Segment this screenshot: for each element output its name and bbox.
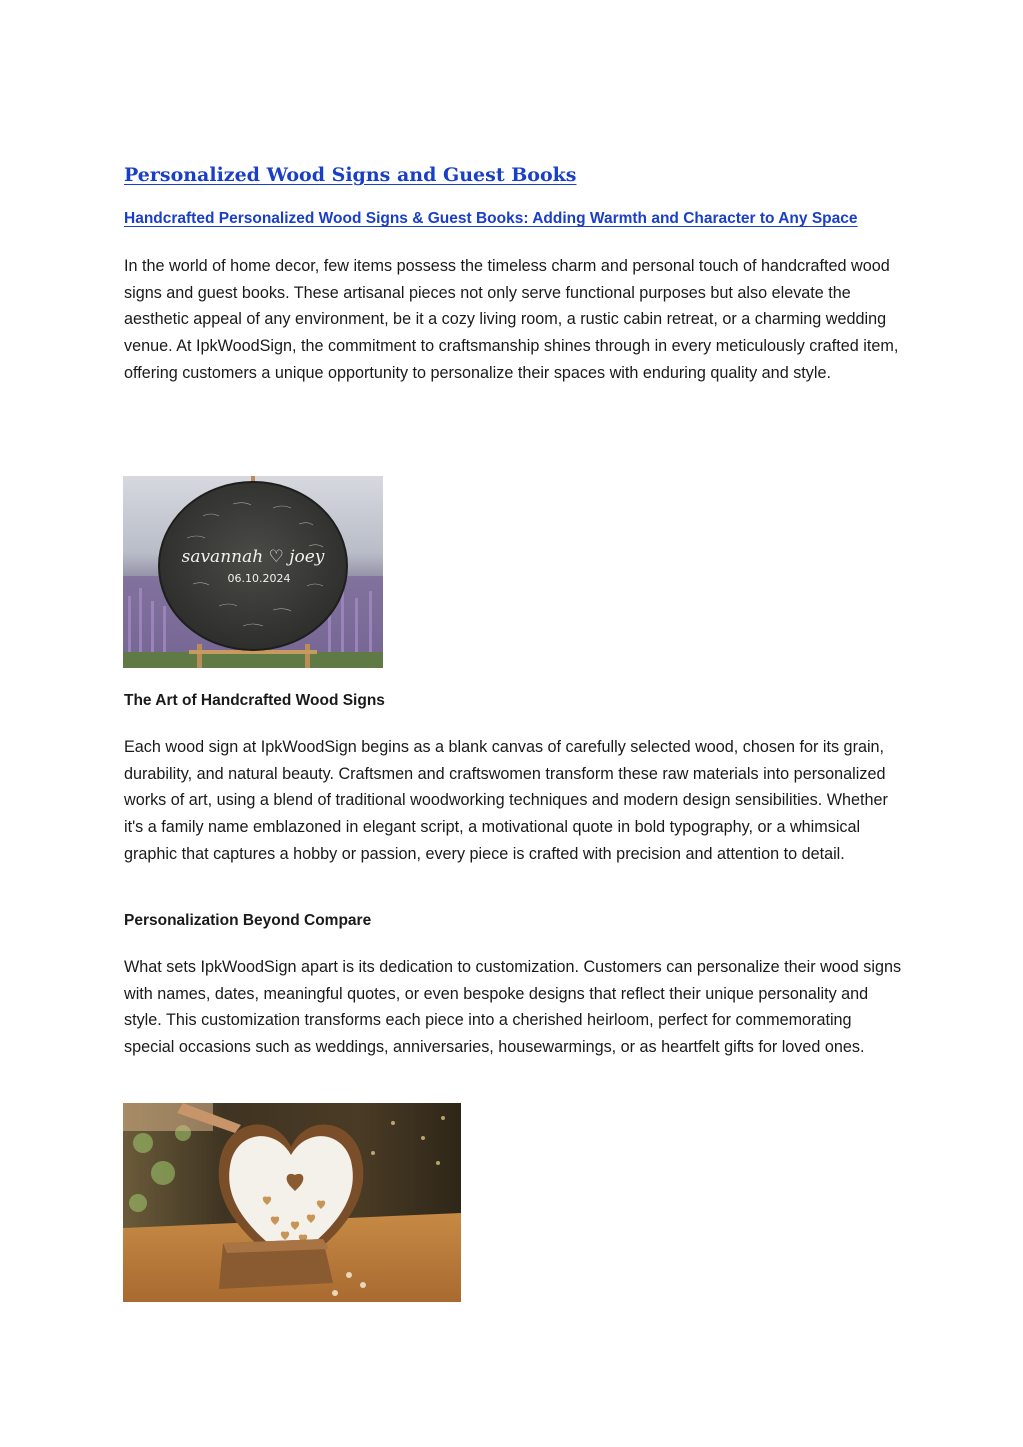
section-heading-art: The Art of Handcrafted Wood Signs [124,692,385,709]
section-body-art: Each wood sign at IpkWoodSign begins as a blank canvas of carefully selected wood, chosen for its grain, durability, and natural beauty. Craftsmen and craftswomen transform these raw materials into personalized works of art, using a blend of traditional woodworking techniques and modern design sensibilities. Whether it's a family name emblazoned in elegant script, a motivational quote in bold typography, or a whimsical graphic that captures a hobby or passion, every piece is crafted with precision and attention to detail. [124,738,888,863]
heart-guest-book-image [123,1103,461,1302]
section-body-personalization: What sets IpkWoodSign apart is its dedication to customization. Customers can personalize their wood signs with names, dates, meaningful quotes, or even bespoke designs that reflect their unique personality and style. This customization transforms each piece into a cherished heirloom, perfect for commemorating special occasions such as weddings, anniversaries, housewarmings, or as heartfelt gifts for loved ones. [124,958,902,1057]
document-title[interactable]: Personalized Wood Signs and Guest Books [124,164,577,186]
sign-names-text: savannah ♡ joey [181,547,325,567]
intro-paragraph: In the world of home decor, few items possess the timeless charm and personal touch of handcrafted wood signs and guest books. These artisanal pieces not only serve functional purposes but also elevate the aesthetic appeal of any environment, be it a cozy living room, a rustic cabin retreat, or a charming wedding venue. At IpkWoodSign, the commitment to craftsmanship shines through in every meticulously crafted item, offering customers a unique opportunity to personalize their spaces with enduring quality and style. [124,257,899,382]
round-guest-sign-image [123,476,383,668]
document-subtitle-link[interactable]: Handcrafted Personalized Wood Signs & Guest Books: Adding Warmth and Character to Any Space [124,210,858,227]
sign-date-text: 06.10.2024 [227,572,291,585]
section-heading-personalization: Personalization Beyond Compare [124,912,372,929]
